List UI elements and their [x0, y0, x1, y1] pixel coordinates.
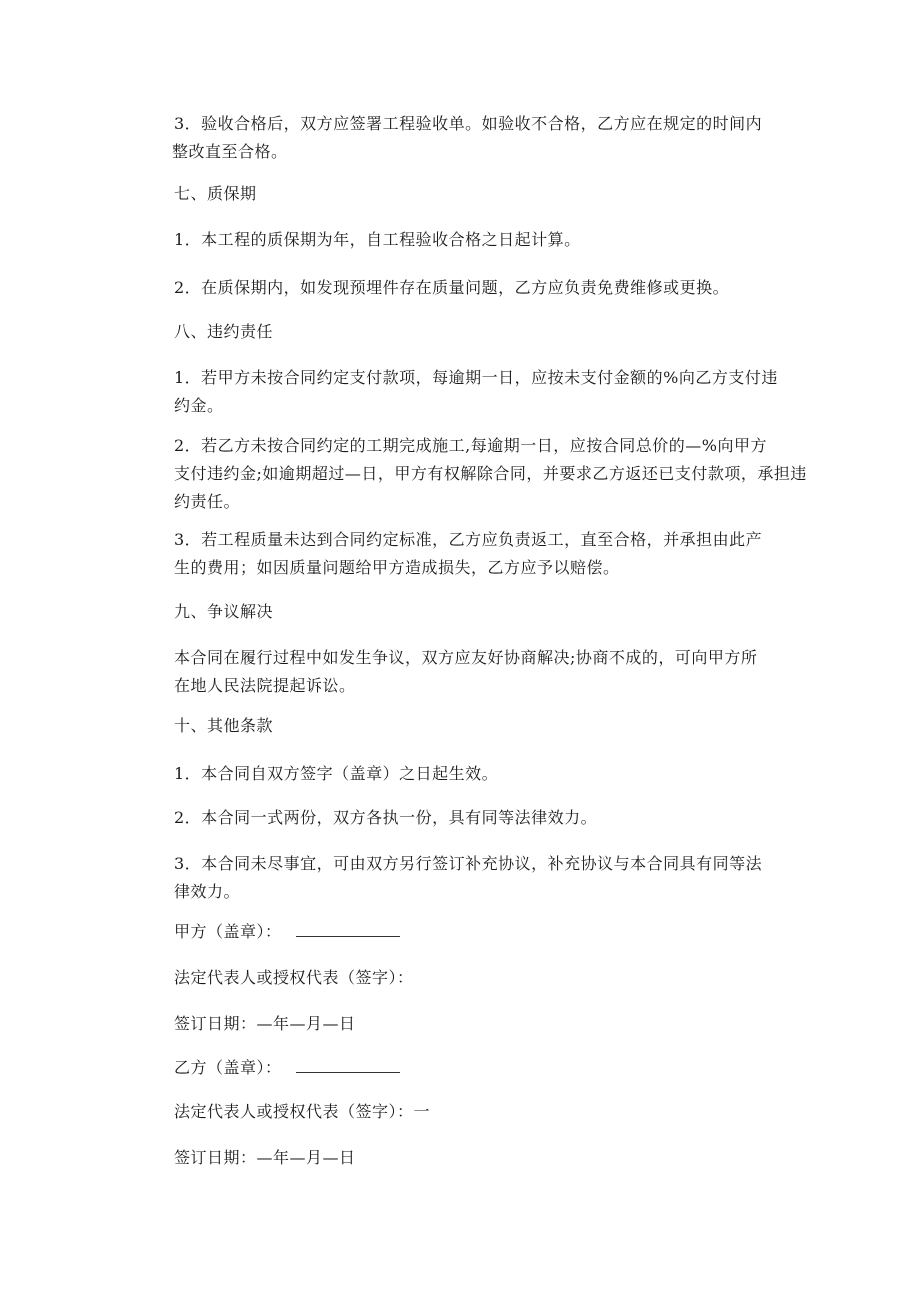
section-heading-9 — [174, 598, 794, 626]
party-a-date — [174, 1010, 794, 1038]
section-heading-7 — [174, 180, 794, 208]
clause-10-3-line-1: 3．本合同未尽事宜，可由双方另行签订补充协议，补充协议与本合同具有同等法 — [174, 854, 763, 873]
clause-7-2 — [174, 274, 794, 302]
clause-8-1 — [174, 364, 794, 420]
clause-7-1 — [174, 226, 794, 254]
party-b-seal-label: 乙方（盖章）： — [174, 1058, 282, 1077]
clause-9-line-2: 在地人民法院提起诉讼。 — [174, 676, 356, 695]
party-b-seal — [174, 1054, 794, 1082]
clause-7-2-text: 2．在质保期内，如发现预埋件存在质量问题，乙方应负责免费维修或更换。 — [174, 278, 730, 297]
party-a-seal-blank[interactable] — [296, 922, 400, 937]
clause-8-2 — [174, 432, 807, 516]
clause-10-3-line-2: 律效力。 — [174, 882, 241, 901]
clause-10-1-text: 1．本合同自双方签字（盖章）之日起生效。 — [174, 764, 499, 783]
party-a-seal-label: 甲方（盖章）： — [174, 922, 282, 941]
section-heading-10 — [174, 712, 794, 740]
clause-6-3-line-1: 3．验收合格后，双方应签署工程验收单。如验收不合格，乙方应在规定的时间内 — [174, 114, 763, 133]
section-7-title: 七、质保期 — [174, 184, 257, 203]
clause-8-3-line-1: 3．若工程质量未达到合同约定标准，乙方应负责返工，直至合格，并承担由此产 — [174, 530, 763, 549]
party-b-date-label: 签订日期：—年—月—日 — [174, 1148, 356, 1167]
clause-8-1-line-2: 约金。 — [174, 396, 224, 415]
clause-10-1 — [174, 760, 794, 788]
clause-8-1-line-1: 1．若甲方未按合同约定支付款项，每逾期一日，应按未支付金额的%向乙方支付违 — [174, 368, 778, 387]
party-a-seal — [174, 918, 794, 946]
section-8-title: 八、违约责任 — [174, 322, 274, 341]
clause-8-2-line-2: 支付违约金;如逾期超过—日，甲方有权解除合同，并要求乙方返还已支付款项，承担违 — [174, 464, 807, 483]
party-b-seal-blank[interactable] — [296, 1058, 400, 1073]
clause-10-2-text: 2．本合同一式两份，双方各执一份，具有同等法律效力。 — [174, 808, 598, 827]
party-a-representative — [174, 964, 794, 992]
clause-10-2 — [174, 804, 794, 832]
party-a-rep-label: 法定代表人或授权代表（签字）： — [174, 968, 414, 987]
section-9-title: 九、争议解决 — [174, 602, 274, 621]
clause-8-3-line-2: 生的费用；如因质量问题给甲方造成损失，乙方应予以赔偿。 — [174, 558, 620, 577]
section-10-title: 十、其他条款 — [174, 716, 274, 735]
clause-8-3 — [174, 526, 794, 582]
clause-8-2-line-1: 2．若乙方未按合同约定的工期完成施工,每逾期一日，应按合同总价的—%向甲方 — [174, 436, 767, 455]
party-a-date-label: 签订日期：—年—月—日 — [174, 1014, 356, 1033]
party-b-date — [174, 1144, 794, 1172]
clause-9 — [174, 644, 794, 700]
party-b-rep-label: 法定代表人或授权代表（签字）：一 — [174, 1102, 431, 1121]
clause-9-line-1: 本合同在履行过程中如发生争议，双方应友好协商解决;协商不成的，可向甲方所 — [174, 648, 758, 667]
clause-6-3-line-2: 整改直至合格。 — [172, 142, 288, 161]
section-heading-8 — [174, 318, 794, 346]
party-b-representative — [174, 1098, 794, 1126]
clause-8-2-line-3: 约责任。 — [174, 492, 241, 511]
clause-6-3 — [174, 110, 794, 166]
clause-10-3 — [174, 850, 794, 906]
clause-7-1-text: 1．本工程的质保期为年，自工程验收合格之日起计算。 — [174, 230, 581, 249]
